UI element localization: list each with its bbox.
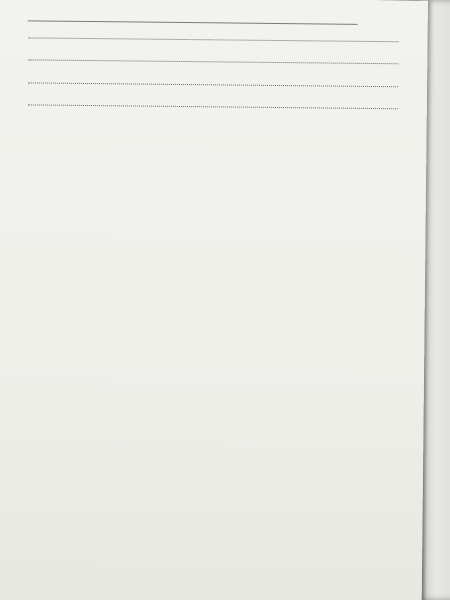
table-of-contents <box>27 18 400 111</box>
